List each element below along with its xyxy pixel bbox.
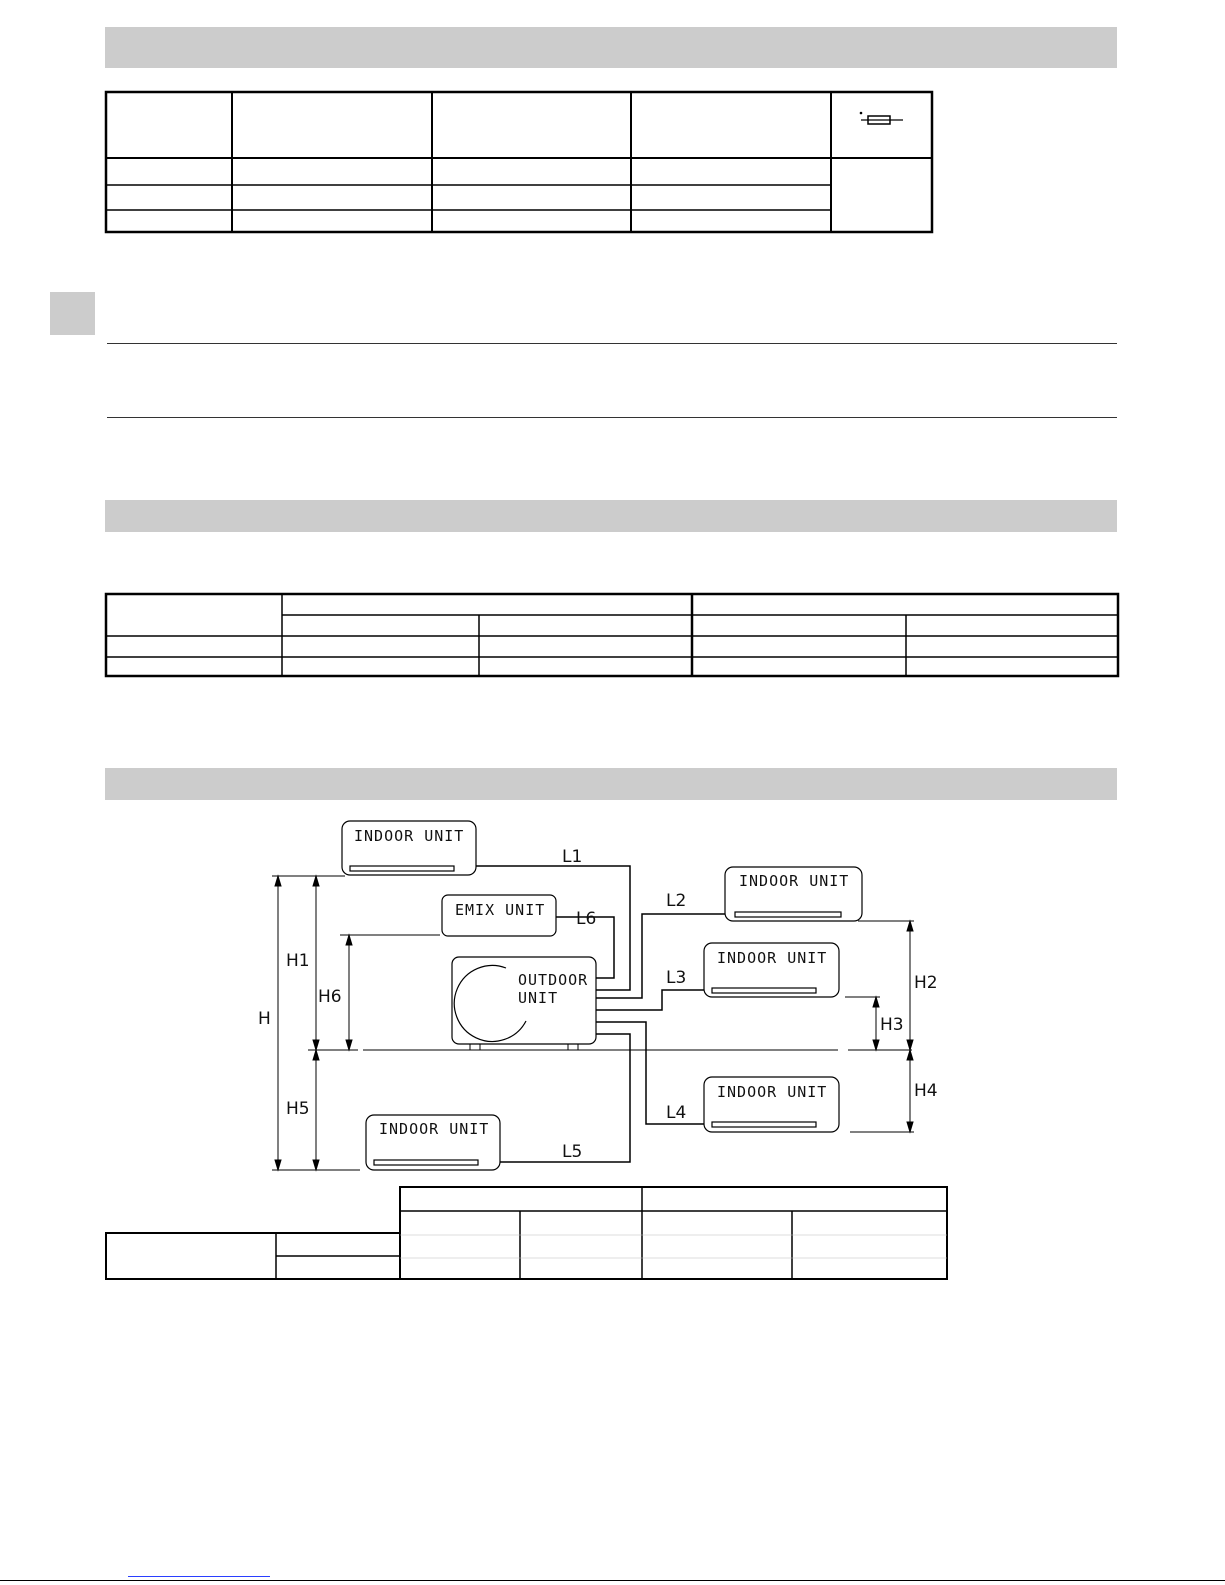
indoor-unit-top-left [342,821,476,875]
emix-unit [442,895,556,936]
pipe-label-l5: L5 [562,1142,583,1162]
outdoor-unit [452,957,596,1050]
indoor-unit-right-top [725,867,862,921]
indoor-unit-label: INDOOR UNIT [379,1120,490,1138]
electrical-table [106,92,932,232]
indoor-unit-bottom-left [366,1115,500,1170]
outdoor-unit-label-line1: OUTDOOR [518,971,589,989]
pipe-label-l4: L4 [666,1103,687,1123]
indoor-unit-label: INDOOR UNIT [717,1083,828,1101]
page-bottom-rule [0,1580,1225,1581]
indoor-unit-label: INDOOR UNIT [717,949,828,967]
indoor-unit-right-bottom [704,1077,839,1132]
height-label-h5: H5 [286,1099,310,1119]
pipe-label-l6: L6 [576,909,597,929]
page-footer-link-underline[interactable] [128,1576,270,1577]
piping-limits-table [106,1187,947,1279]
height-label-h6: H6 [318,987,342,1007]
indoor-unit-label: INDOOR UNIT [354,827,465,845]
height-label-h: H [258,1009,271,1029]
pipe-label-l2: L2 [666,891,687,911]
height-label-h3: H3 [880,1015,904,1035]
height-label-h1: H1 [286,951,310,971]
height-label-h2: H2 [914,973,938,993]
indoor-unit-label: INDOOR UNIT [739,872,850,890]
installation-diagram [258,821,938,1170]
outdoor-unit-label-line2: UNIT [518,989,559,1007]
pipe-label-l3: L3 [666,968,687,988]
height-label-h4: H4 [914,1081,938,1101]
emix-unit-label: EMIX UNIT [455,901,546,919]
pipe-size-table [106,594,1118,676]
indoor-unit-right-middle [704,943,839,997]
pipe-label-l1: L1 [562,847,583,867]
fuse-symbol-icon [860,112,903,124]
